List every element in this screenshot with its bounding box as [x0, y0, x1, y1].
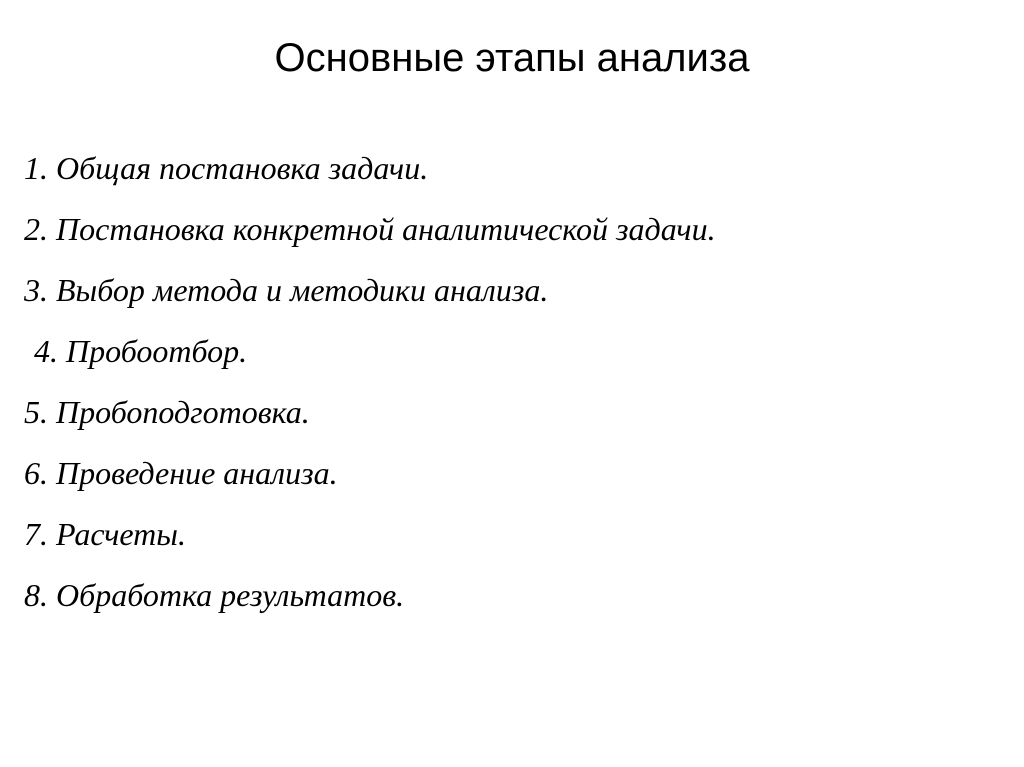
step-item: 3. Выбор метода и методики анализа.	[24, 272, 549, 308]
slide-title: Основные этапы анализа	[274, 36, 750, 80]
step-item: 5. Пробоподготовка.	[24, 394, 310, 430]
step-item: 4. Пробоотбор.	[34, 333, 248, 369]
steps-list	[24, 148, 716, 636]
step-item: 2. Постановка конкретной аналитической задачи.	[24, 211, 716, 247]
step-item: 6. Проведение анализа.	[24, 455, 338, 491]
step-item: 1. Общая постановка задачи.	[24, 150, 429, 186]
step-item: 7. Расчеты.	[24, 516, 186, 552]
step-item: 8. Обработка результатов.	[24, 577, 405, 613]
